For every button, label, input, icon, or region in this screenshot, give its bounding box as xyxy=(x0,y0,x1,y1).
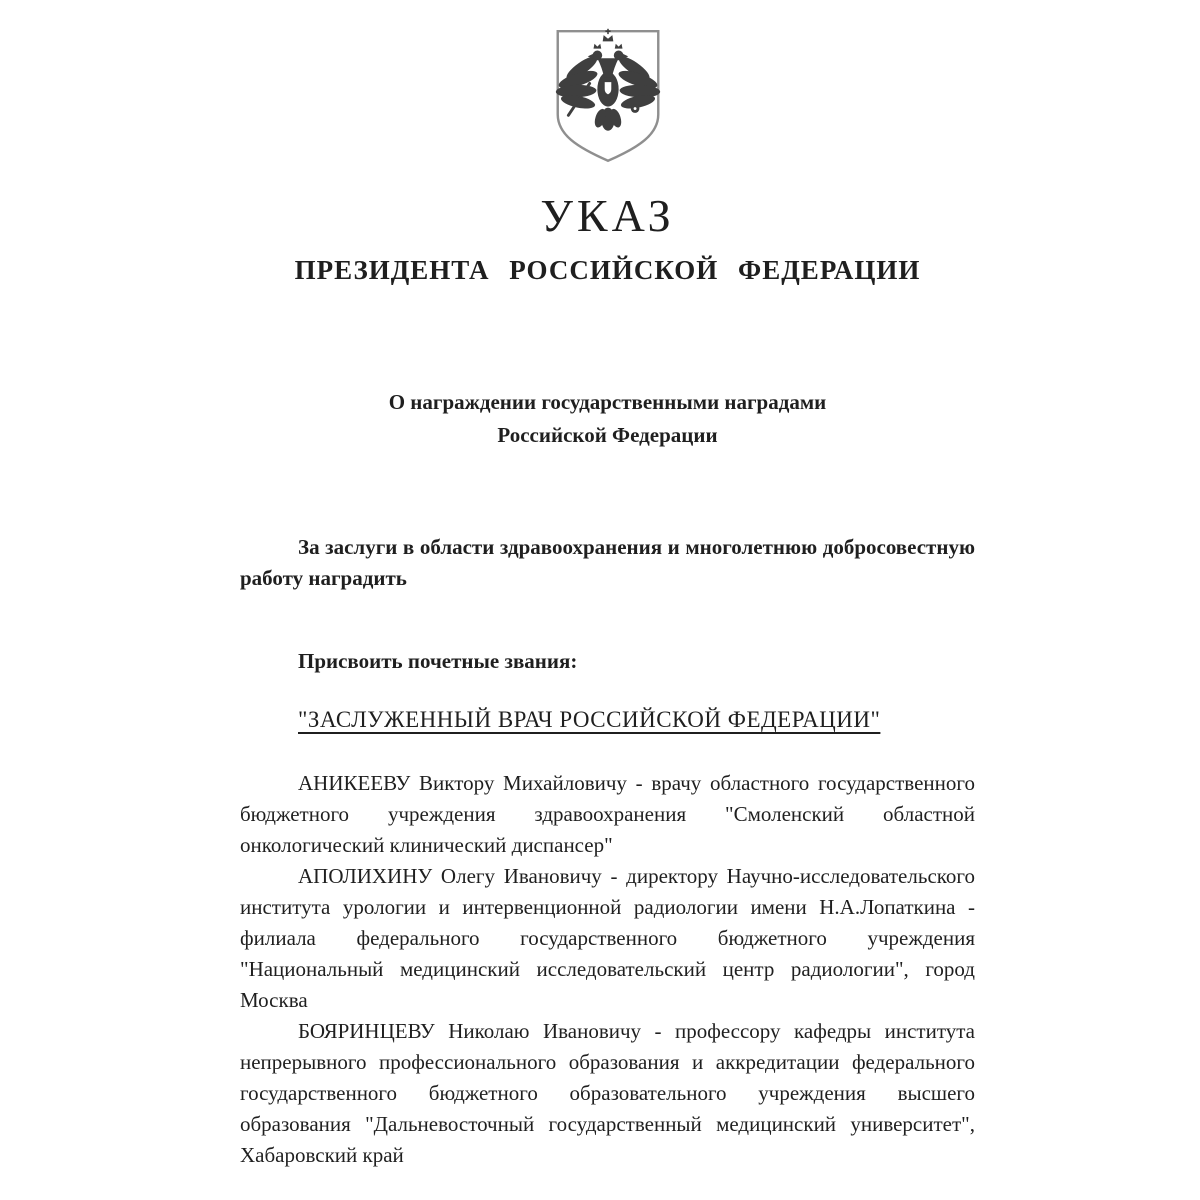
decree-entry: АНИКЕЕВУ Виктору Михайловичу - врачу областного государственного бюджетного учреждения здравоохранения "Смоленский областной онкологический клинический диспансер" xyxy=(240,771,975,858)
decree-entry: БОЯРИНЦЕВУ Николаю Ивановичу - профессору кафедры института непрерывного профессионального образования и аккредитации федерального государственного бюджетного образовательного учреждения высшего образования "Дальневосточный государственный медицинский университет", Хабаровский край xyxy=(240,1019,975,1168)
decree-subject xyxy=(240,386,975,452)
award-title: "ЗАСЛУЖЕННЫЙ ВРАЧ РОССИЙСКОЙ ФЕДЕРАЦИИ" xyxy=(298,707,881,733)
decree-preamble: За заслуги в области здравоохранения и многолетнюю добросовестную работу наградить xyxy=(240,535,975,591)
decree-subject-line-1: О награждении государственными наградами xyxy=(388,390,827,415)
decree-title: УКАЗ xyxy=(540,190,675,241)
decree-subject-line-2: Российской Федерации xyxy=(497,423,718,448)
award-entries xyxy=(240,768,975,1171)
decree-subtitle: ПРЕЗИДЕНТА РОССИЙСКОЙ ФЕДЕРАЦИИ xyxy=(294,255,921,285)
russia-coat-of-arms-icon xyxy=(550,25,666,166)
section-heading: Присвоить почетные звания: xyxy=(298,649,578,674)
decree-entry: АПОЛИХИНУ Олегу Ивановичу - директору Научно-исследовательского института урологии и интервенционной радиологии имени Н.А.Лопаткина - филиала федерального государственного бюджетного учреждения "Национальный медицинский исследовательский центр радиологии", город Москва xyxy=(240,864,975,1013)
decree-document xyxy=(240,0,975,1171)
